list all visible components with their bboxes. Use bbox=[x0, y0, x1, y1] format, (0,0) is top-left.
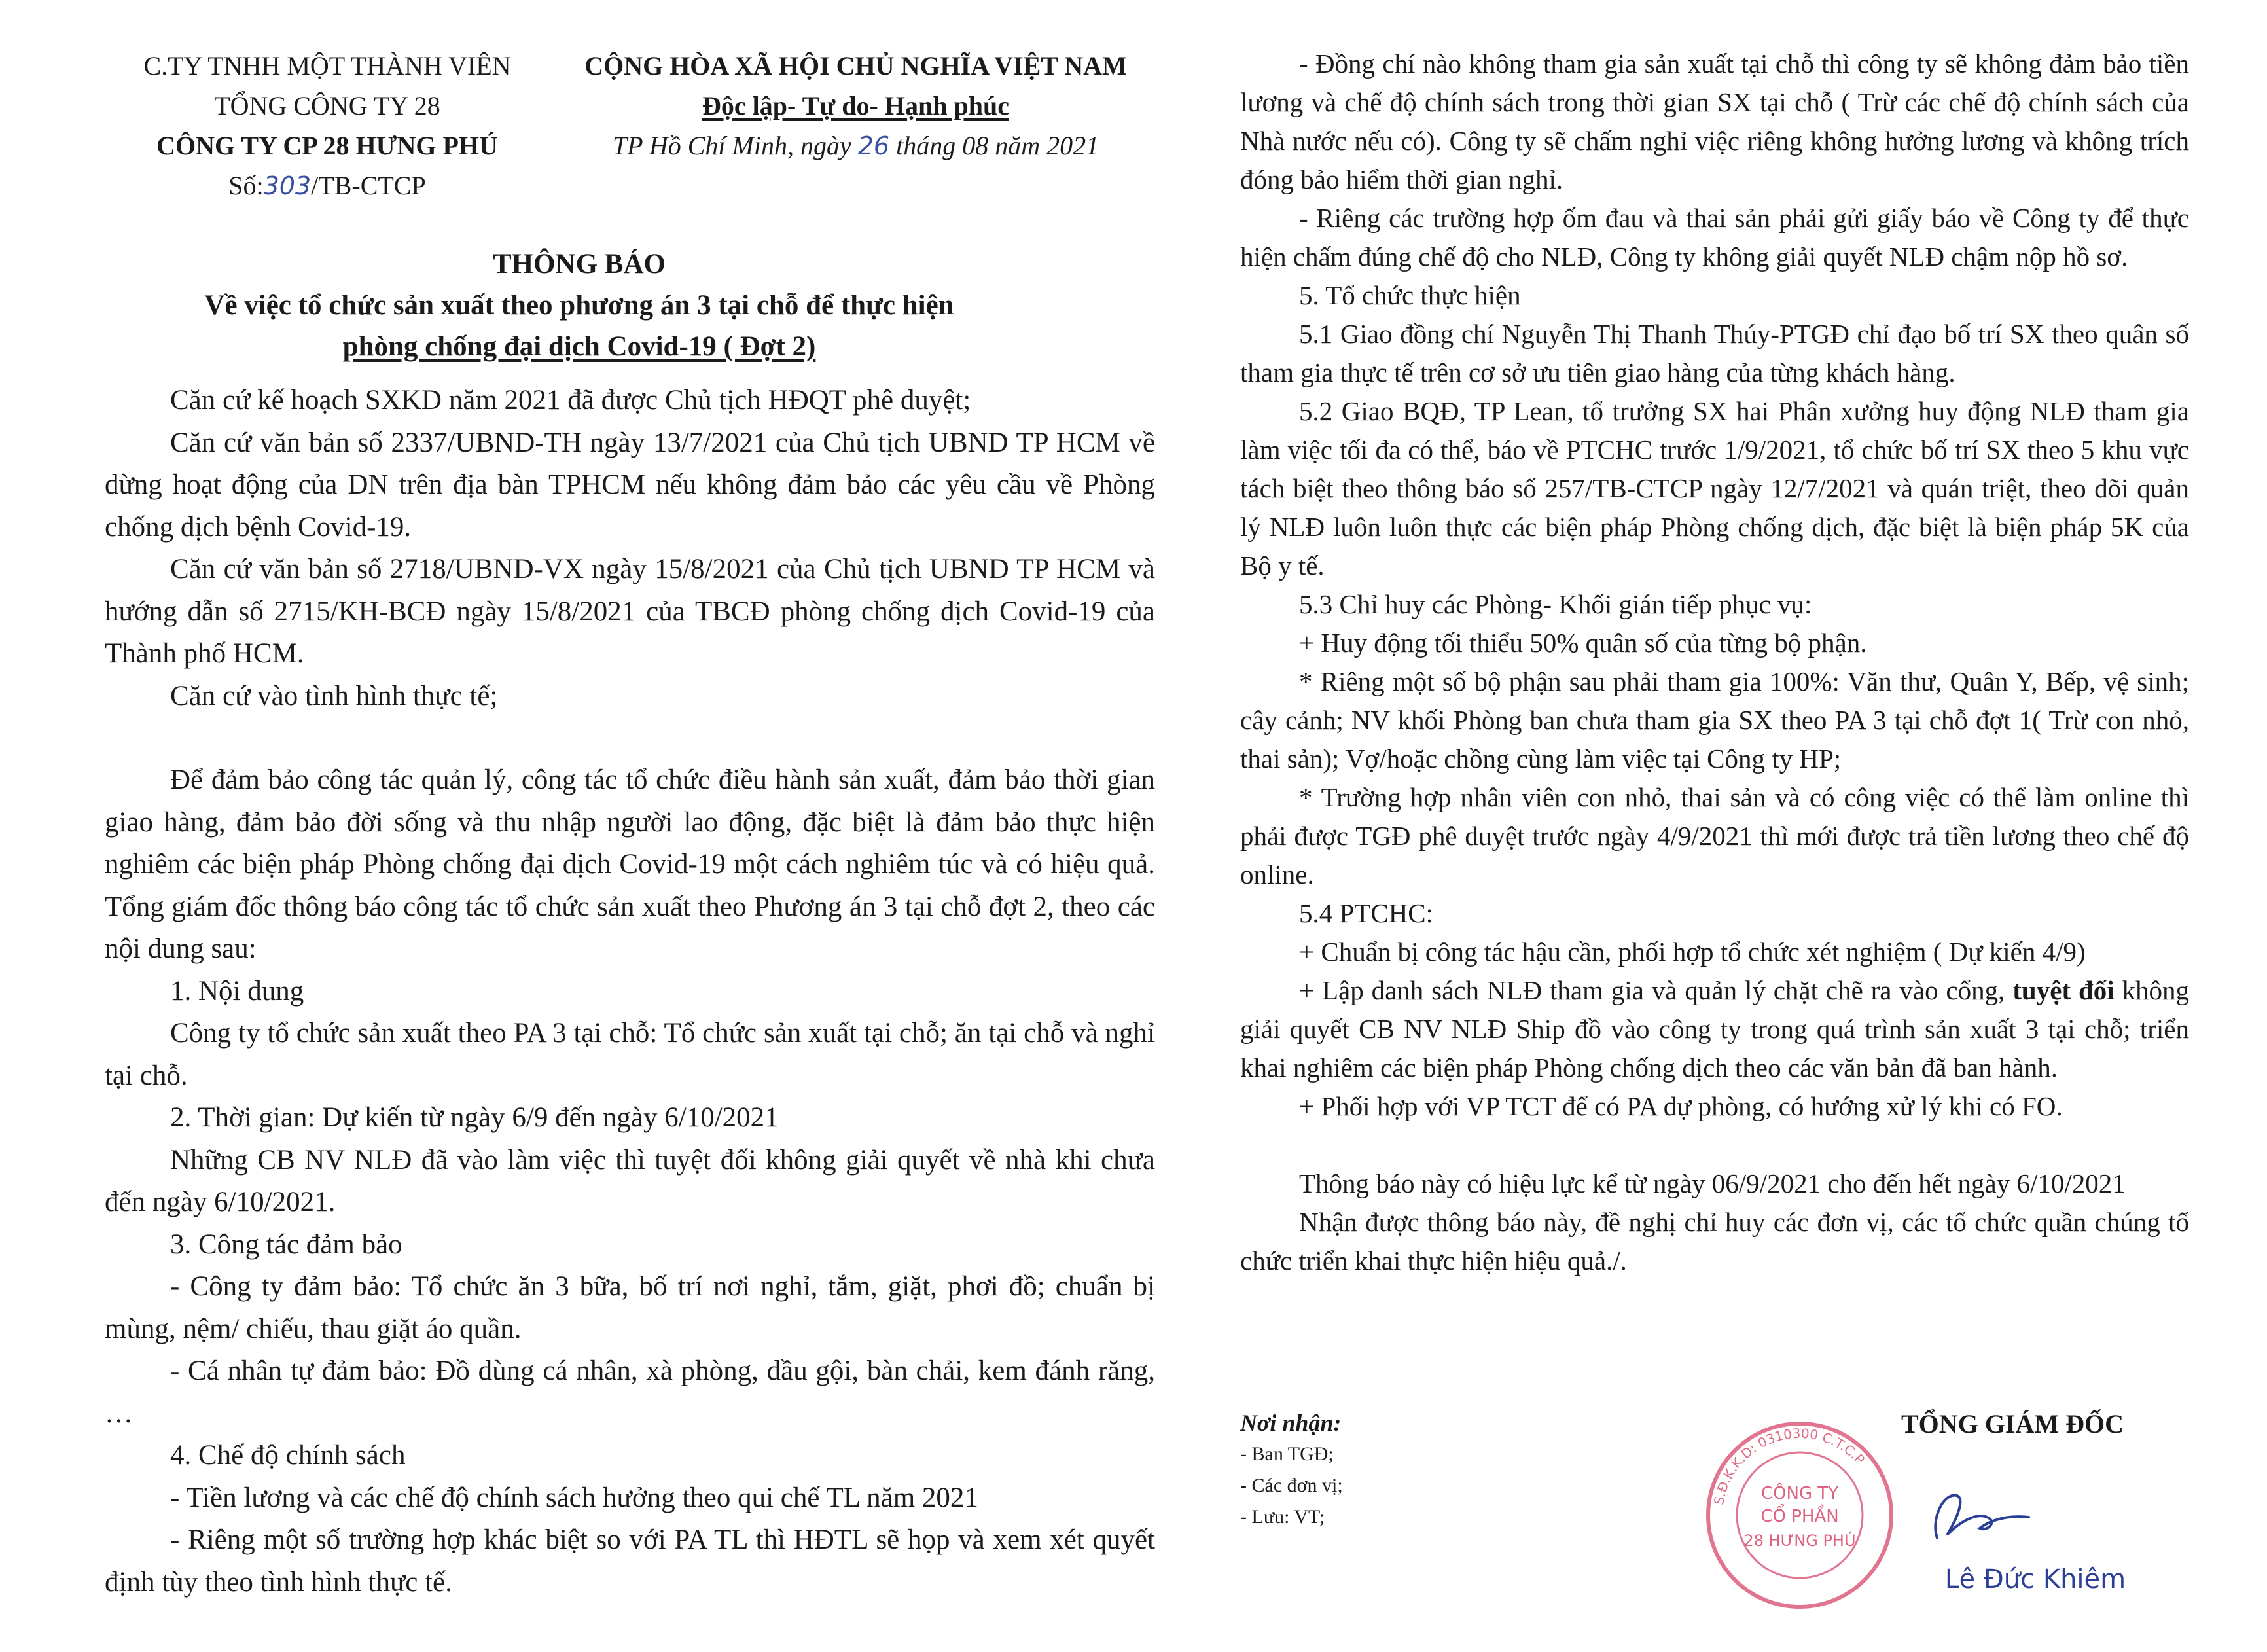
effective-date-paragraph: Thông báo này có hiệu lực kể từ ngày 06/9/2021 cho đến hết ngày 6/10/2021 bbox=[1299, 1168, 2126, 1198]
document-title bbox=[105, 243, 1054, 367]
paragraph: Để đảm bảo công tác quản lý, công tác tổ chức điều hành sản xuất, đảm bảo thời gian giao hàng, đảm bảo đời sống và thu nhập người lao động, đặc biệt là đảm bảo thực hiện nghiêm các biện pháp Phòng chống đại dịch Covid-19 một cách nghiêm túc và có hiệu quả. Tổng giám đốc thông báo công tác tổ chức sản xuất theo Phương án 3 tại chỗ đợt 2, theo các nội dung sau: bbox=[105, 764, 1155, 964]
signer-name: Lê Đức Khiêm bbox=[1944, 1564, 2126, 1594]
section-heading: 5. Tổ chức thực hiện bbox=[1299, 280, 1521, 310]
recipients-block bbox=[1240, 1407, 1698, 1533]
document-number: Số:303/TB-CTCP bbox=[228, 171, 426, 200]
issuer-line-1: C.TY TNHH MỘT THÀNH VIÊN bbox=[143, 51, 511, 81]
paragraph: Căn cứ vào tình hình thực tế; bbox=[170, 680, 498, 711]
company-stamp bbox=[1702, 1417, 1898, 1613]
paragraph: Công ty tổ chức sản xuất theo PA 3 tại chỗ: Tổ chức sản xuất tại chỗ; ăn tại chỗ và nghỉ tại chỗ. bbox=[105, 1018, 1155, 1091]
handwritten-signature bbox=[1918, 1479, 2048, 1551]
paragraph: + Lập danh sách NLĐ tham gia và quản lý chặt chẽ ra vào cổng, tuyệt đối không giải quyết CB NV NLĐ Ship đồ vào công ty trong quá trình sản xuất 3 tại chỗ; triển khai nghiêm các biện pháp Phòng chống dịch theo các văn bản đã ban hành. bbox=[1240, 975, 2190, 1083]
title-sub-1: Về việc tổ chức sản xuất theo phương án 3 tại chỗ để thực hiện bbox=[204, 290, 954, 321]
paragraph: Căn cứ văn bản số 2337/UBND-TH ngày 13/7/2021 của Chủ tịch UBND TP HCM về dừng hoạt động của DN trên địa bàn TPHCM nếu không đảm bảo các yêu cầu về Phòng chống dịch bệnh Covid-19. bbox=[105, 427, 1155, 543]
paragraph: + Chuẩn bị công tác hậu cần, phối hợp tổ chức xét nghiệm ( Dự kiến 4/9) bbox=[1299, 937, 2086, 967]
national-header bbox=[556, 46, 1155, 166]
issuer-line-2: TỔNG CÔNG TY 28 bbox=[214, 91, 440, 120]
stamp-line-2: CỔ PHẦN bbox=[1760, 1507, 1839, 1526]
paragraph: - Riêng các trường hợp ốm đau và thai sản phải gửi giấy báo về Công ty để thực hiện chấm đúng chế độ cho NLĐ, Công ty không giải quyết NLĐ chậm nộp hồ sơ. bbox=[1240, 203, 2189, 272]
section-heading: 1. Nội dung bbox=[170, 975, 304, 1007]
recipient-item: - Ban TGĐ; bbox=[1240, 1443, 1334, 1465]
paragraph: 5.3 Chỉ huy các Phòng- Khối gián tiếp phục vụ: bbox=[1299, 589, 1812, 619]
signature-title: TỔNG GIÁM ĐỐC bbox=[1901, 1409, 2124, 1439]
issuer-line-3: CÔNG TY CP 28 HƯNG PHÚ bbox=[156, 131, 498, 160]
stamp-line-1: CÔNG TY bbox=[1760, 1484, 1839, 1503]
paragraph: * Trường hợp nhân viên con nhỏ, thai sản và có công việc có thể làm online thì phải được TGĐ phê duyệt trước ngày 4/9/2021 thì mới được trả tiền lương theo chế độ online. bbox=[1240, 782, 2189, 889]
paragraph: Căn cứ kế hoạch SXKD năm 2021 đã được Chủ tịch HĐQT phê duyệt; bbox=[170, 385, 971, 416]
paragraph: - Tiền lương và các chế độ chính sách hưởng theo qui chế TL năm 2021 bbox=[170, 1482, 978, 1513]
document-number-handwritten: 303 bbox=[263, 171, 312, 200]
recipient-item: - Lưu: VT; bbox=[1240, 1506, 1325, 1528]
issuer-block bbox=[105, 46, 550, 206]
paragraph: 5.2 Giao BQĐ, TP Lean, tổ trưởng SX hai Phân xưởng huy động NLĐ tham gia làm việc tối đa có thể, báo về PTCHC trước 1/9/2021, tổ chức bố trí SX theo 5 khu vực tách biệt theo thông báo số 257/TB-CTCP ngày 12/7/2021 và quán triệt, theo dõi quản lý NLĐ luôn luôn thực các biện pháp Phòng chống dịch, đặc biệt là biện pháp 5K của Bộ y tế. bbox=[1240, 396, 2189, 581]
section-heading: 2. Thời gian: Dự kiến từ ngày 6/9 đến ngày 6/10/2021 bbox=[170, 1102, 779, 1133]
paragraph: * Riêng một số bộ phận sau phải tham gia 100%: Văn thư, Quân Y, Bếp, vệ sinh; cây cảnh; NV khối Phòng ban chưa tham gia SX theo PA 3 tại chỗ đợt 1( Trừ con nhỏ, thai sản); Vợ/hoặc chồng cùng làm việc tại Công ty HP; bbox=[1240, 666, 2189, 774]
section-heading: 5.4 PTCHC: bbox=[1299, 898, 1434, 928]
right-body bbox=[1240, 45, 2189, 1280]
nation-name: CỘNG HÒA XÃ HỘI CHỦ NGHĨA VIỆT NAM bbox=[584, 51, 1127, 81]
section-heading: 4. Chế độ chính sách bbox=[170, 1440, 406, 1471]
document-date: TP Hồ Chí Minh, ngày 26 tháng 08 năm 2021 bbox=[612, 131, 1099, 160]
paragraph: - Riêng một số trường hợp khác biệt so với PA TL thì HĐTL sẽ họp và xem xét quyết định tùy theo tình hình thực tế. bbox=[105, 1524, 1155, 1598]
left-body bbox=[105, 380, 1155, 1604]
recipients-title: Nơi nhận: bbox=[1240, 1410, 1342, 1436]
paragraph: Căn cứ văn bản số 2718/UBND-VX ngày 15/8/2021 của Chủ tịch UBND TP HCM và hướng dẫn số 2715/KH-BCĐ ngày 15/8/2021 của TBCĐ phòng chống dịch Covid-19 của Thành phố HCM. bbox=[105, 554, 1155, 669]
document-date-day: 26 bbox=[857, 132, 890, 160]
paragraph: Những CB NV NLĐ đã vào làm việc thì tuyệt đối không giải quyết về nhà khi chưa đến ngày 6/10/2021. bbox=[105, 1144, 1155, 1217]
title-main: THÔNG BÁO bbox=[492, 249, 666, 279]
paragraph: + Huy động tối thiểu 50% quân số của từng bộ phận. bbox=[1299, 628, 1867, 658]
recipient-item: - Các đơn vị; bbox=[1240, 1475, 1343, 1496]
title-sub-2: phòng chống đại dịch Covid-19 ( Đợt 2) bbox=[342, 331, 816, 362]
paragraph: - Cá nhân tự đảm bảo: Đồ dùng cá nhân, xà phòng, dầu gội, bàn chải, kem đánh răng, … bbox=[105, 1356, 1155, 1429]
national-motto: Độc lập- Tự do- Hạnh phúc bbox=[702, 91, 1009, 120]
stamp-ring-text: S.Đ.K.K.D: 0310300 C.T.C.P bbox=[1711, 1425, 1868, 1507]
stamp-line-3: 28 HƯNG PHÚ bbox=[1743, 1532, 1856, 1550]
paragraph: 5.1 Giao đồng chí Nguyễn Thị Thanh Thúy-PTGĐ chỉ đạo bố trí SX theo quân số tham gia thực tế trên cơ sở ưu tiên giao hàng của từng khách hàng. bbox=[1240, 319, 2189, 387]
emphasis-text: tuyệt đối bbox=[2012, 975, 2115, 1005]
paragraph: - Đồng chí nào không tham gia sản xuất tại chỗ thì công ty sẽ không đảm bảo tiền lương và chế độ chính sách trong thời gian SX tại chỗ ( Trừ các chế độ chính sách của Nhà nước nếu có). Công ty sẽ chấm nghỉ việc riêng không hưởng lương và không trích đóng bảo hiểm thời gian nghỉ. bbox=[1240, 48, 2189, 194]
paragraph: - Công ty đảm bảo: Tổ chức ăn 3 bữa, bố trí nơi nghỉ, tắm, giặt, phơi đồ; chuẩn bị mùng, nệm/ chiếu, thau giặt áo quần. bbox=[105, 1271, 1155, 1344]
paragraph: + Phối hợp với VP TCT để có PA dự phòng, có hướng xử lý khi có FO. bbox=[1299, 1091, 2063, 1121]
section-heading: 3. Công tác đảm bảo bbox=[170, 1229, 402, 1260]
closing-paragraph: Nhận được thông báo này, đề nghị chỉ huy các đơn vị, các tổ chức quần chúng tổ chức triển khai thực hiện hiệu quả./. bbox=[1240, 1207, 2189, 1276]
